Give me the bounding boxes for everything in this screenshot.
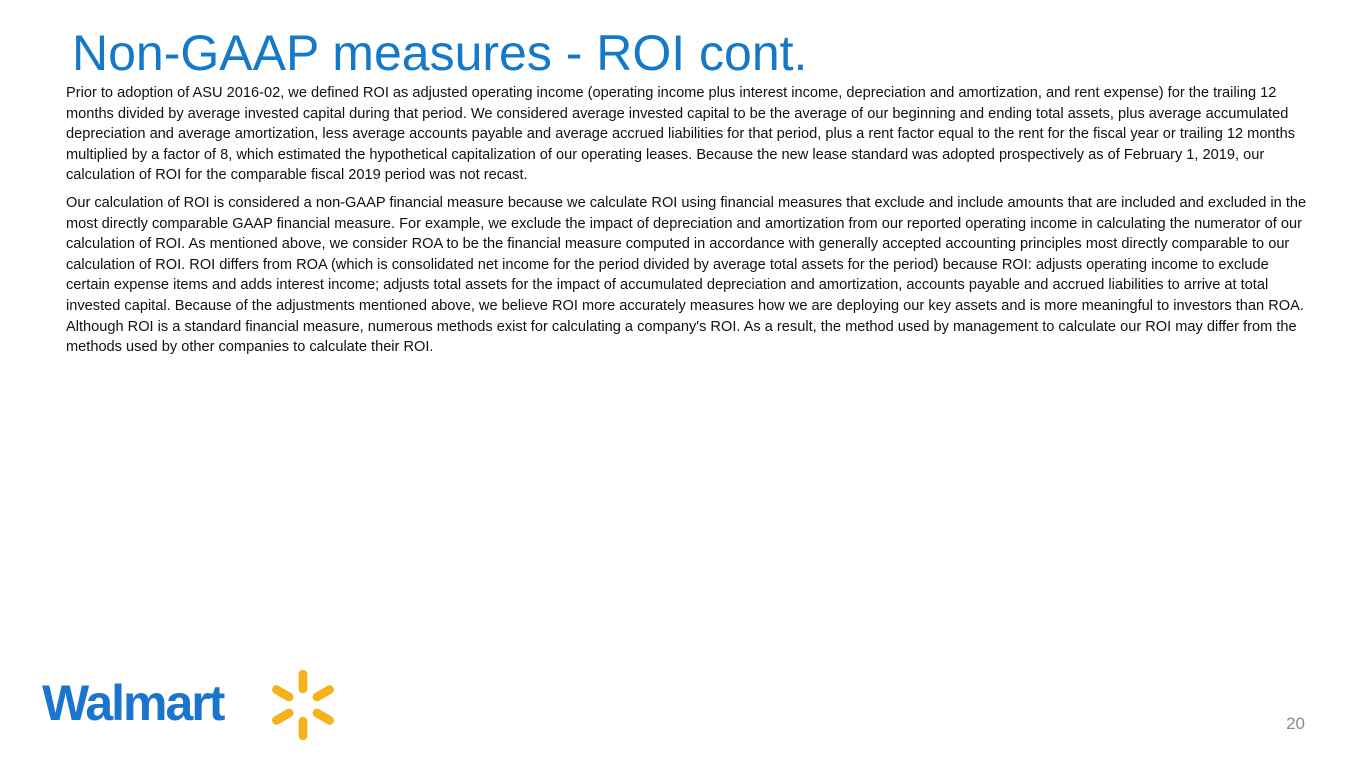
page-number: 20 [1286, 714, 1305, 733]
body-paragraph-2: Our calculation of ROI is considered a non-GAAP financial measure because we calculate ROI using financial measures that exclude and include amounts that are included and excluded in the most directly comparable GAAP financial measure. For example, we exclude the impact of depreciation and amortization from our reported operating income in calculating the numerator of our calculation of ROI. As mentioned above, we consider ROA to be the financial measure computed in accordance with generally accepted accounting principles most directly comparable to our calculation of ROI. ROI differs from ROA (which is consolidated net income for the period divided by average total assets for the period) because ROI: adjusts operating income to exclude certain expense items and adds interest income; adjusts total assets for the impact of accumulated depreciation and amortization, accounts payable and accrued liabilities to arrive at total invested capital. Because of the adjustments mentioned above, we believe ROI more accurately measures how we are deploying our key assets and is more meaningful to investors than ROA. Although ROI is a standard financial measure, numerous methods exist for calculating a company's ROI. As a result, the method used by management to calculate our ROI may differ from the methods used by other companies to calculate their ROI. [66, 194, 1307, 356]
spark-icon [264, 665, 342, 745]
body-paragraph-1: Prior to adoption of ASU 2016-02, we defined ROI as adjusted operating income (operating income plus interest income, depreciation and amortization, and rent expense) for the trailing 12 months divided by average invested capital during that period. We considered average invested capital to be the average of our beginning and ending total assets, plus average accumulated depreciation and average amortization, less average accounts payable and average accrued liabilities for that period, plus a rent factor equal to the rent for the fiscal year or trailing 12 months multiplied by a factor of 8, which estimated the hypothetical capitalization of our operating leases. Because the new lease standard was adopted prospectively as of February 1, 2019, our calculation of ROI for the comparable fiscal 2019 period was not recast. [66, 85, 1296, 184]
walmart-logo [42, 665, 342, 750]
slide-title: Non-GAAP measures - ROI cont. [72, 25, 808, 81]
logo-wordmark: Walmart [42, 675, 224, 731]
slide-body [66, 83, 1316, 365]
